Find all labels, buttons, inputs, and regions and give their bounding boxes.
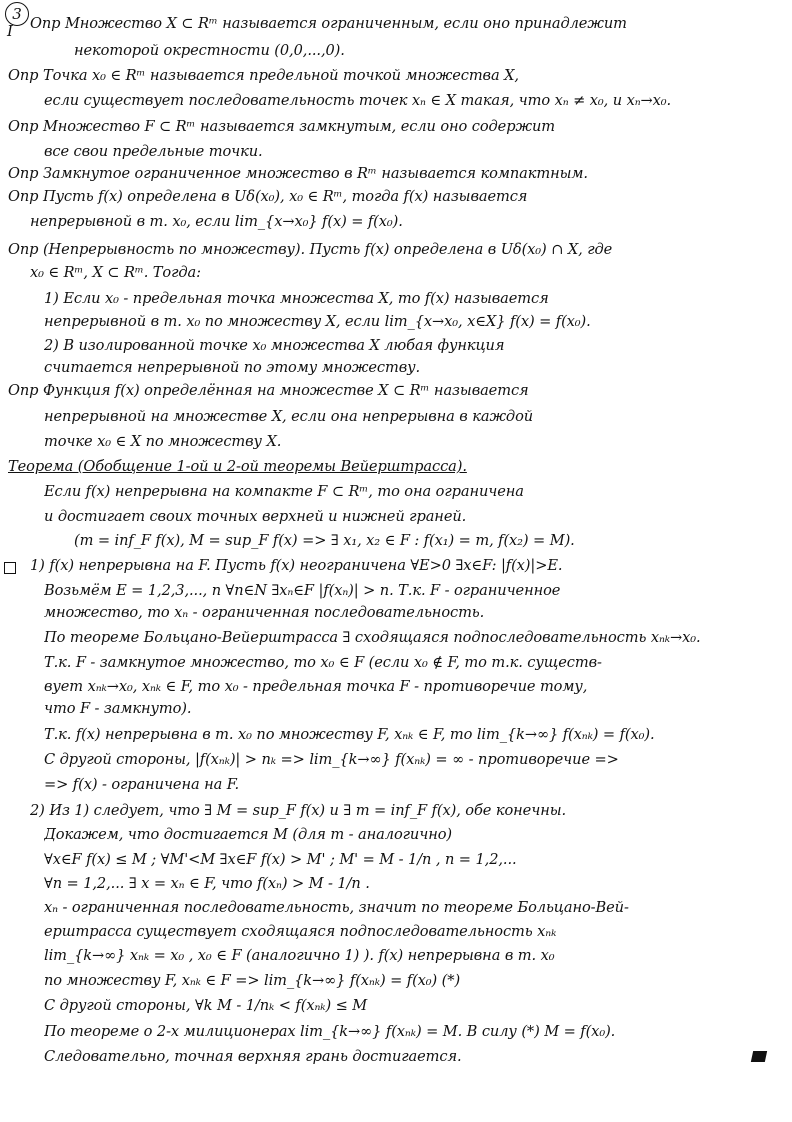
text-line: Если f(x) непрерывна на компакте F ⊂ Rᵐ, то она ограничена [44,483,524,500]
text-line: 2) Из 1) следует, что ∃ M = sup_F f(x) и ∃ m = inf_F f(x), обе конечны. [30,802,567,819]
text-line: Следовательно, точная верхняя грань достигается. [44,1048,462,1065]
text-line: x₀ ∈ Rᵐ, X ⊂ Rᵐ. Тогда: [30,264,201,281]
text-line: Т.к. F - замкнутое множество, то x₀ ∈ F (если x₀ ∉ F, то т.к. существ- [44,654,602,671]
text-line: Опр Замкнутое ограниченное множество в Rᵐ называется компактным. [8,165,588,182]
proof-end-mark [751,1051,767,1062]
proof-box-mark [4,562,16,574]
text-line: xₙ - ограниченная последовательность, значит по теореме Больцано-Вей- [44,899,629,916]
text-line: непрерывной в т. x₀, если lim_{x→x₀} f(x) = f(x₀). [30,213,403,230]
text-line: Опр Функция f(x) определённая на множестве X ⊂ Rᵐ называется [8,382,529,399]
formula-line: ∀n = 1,2,... ∃ x = xₙ ∈ F, что f(xₙ) > M - 1/n . [44,875,370,892]
formula-line: (m = inf_F f(x), M = sup_F f(x) => ∃ x₁, x₂ ∈ F : f(x₁) = m, f(x₂) = M). [74,532,575,549]
text-line: Опр (Непрерывность по множеству). Пусть f(x) определена в Uδ(x₀) ∩ X, где [8,241,613,258]
formula-line: С другой стороны, ∀k M - 1/nₖ < f(xₙₖ) ≤ M [44,997,368,1014]
text-line: По теореме о 2-х милиционерах lim_{k→∞} f(xₙₖ) = M. В силу (*) M = f(x₀). [44,1023,616,1040]
text-line: точке x₀ ∈ X по множеству X. [44,433,282,450]
text-line: непрерывной в т. x₀ по множеству X, если lim_{x→x₀, x∈X} f(x) = f(x₀). [44,313,591,330]
text-line: вует xₙₖ→x₀, xₙₖ ∈ F, то x₀ - предельная точка F - противоречие тому, [44,678,588,695]
text-line: множество, то xₙ - ограниченная последовательность. [44,604,485,621]
text-line: ерштрасса существует сходящаяся подпоследовательность xₙₖ [44,923,557,940]
page-number-badge: 3 [5,2,29,26]
text-line: 2) В изолированной точке x₀ множества X любая функция [44,337,505,354]
text-line: Возьмём E = 1,2,3,..., n ∀n∈N ∃xₙ∈F |f(xₙ)| > n. Т.к. F - ограниченное [44,582,561,599]
text-line: Т.к. f(x) непрерывна в т. x₀ по множеству F, xₙₖ ∈ F, то lim_{k→∞} f(xₙₖ) = f(x₀). [44,726,655,743]
text-line: 1) Если x₀ - предельная точка множества X, то f(x) называется [44,290,549,307]
text-line: непрерывной на множестве X, если она непрерывна в каждой [44,408,534,425]
text-line: По теореме Больцано-Вейерштрасса ∃ сходящаяся подпоследовательность xₙₖ→x₀. [44,629,701,646]
text-line: lim_{k→∞} xₙₖ = x₀ , x₀ ∈ F (аналогично 1) ). f(x) непрерывна в т. x₀ [44,947,555,964]
text-line: Опр Множество X ⊂ Rᵐ называется ограниченным, если оно принадлежит [30,15,627,32]
text-line: все свои предельные точки. [44,143,263,160]
text-line: Опр Точка x₀ ∈ Rᵐ называется предельной точкой множества X, [8,67,519,84]
text-line: С другой стороны, |f(xₙₖ)| > nₖ => lim_{k→∞} f(xₙₖ) = ∞ - противоречие => [44,751,619,768]
text-line: Опр Пусть f(x) определена в Uδ(x₀), x₀ ∈ Rᵐ, тогда f(x) называется [8,188,528,205]
text-line: некоторой окрестности (0,0,...,0). [74,42,345,59]
text-line: Докажем, что достигается M (для m - аналогично) [44,826,452,843]
text-line: если существует последовательность точек xₙ ∈ X такая, что xₙ ≠ x₀, и xₙ→x₀. [44,92,672,109]
text-line: и достигает своих точных верхней и нижней граней. [44,508,467,525]
text-line: 1) f(x) непрерывна на F. Пусть f(x) неограничена ∀E>0 ∃x∈F: |f(x)|>E. [30,557,563,574]
theorem-heading: Теорема (Обобщение 1-ой и 2-ой теоремы Вейерштрасса). [8,458,467,475]
text-line: по множеству F, xₙₖ ∈ F => lim_{k→∞} f(xₙₖ) = f(x₀) (*) [44,972,461,989]
text-line: => f(x) - ограничена на F. [44,776,240,793]
text-line: Опр Множество F ⊂ Rᵐ называется замкнутым, если оно содержит [8,118,555,135]
formula-line: ∀x∈F f(x) ≤ M ; ∀M'<M ∃x∈F f(x) > M' ; M' = M - 1/n , n = 1,2,... [44,851,517,868]
text-line: что F - замкнуто). [44,700,192,717]
text-line: считается непрерывной по этому множеству. [44,359,420,376]
section-roman-numeral: I [7,22,13,40]
